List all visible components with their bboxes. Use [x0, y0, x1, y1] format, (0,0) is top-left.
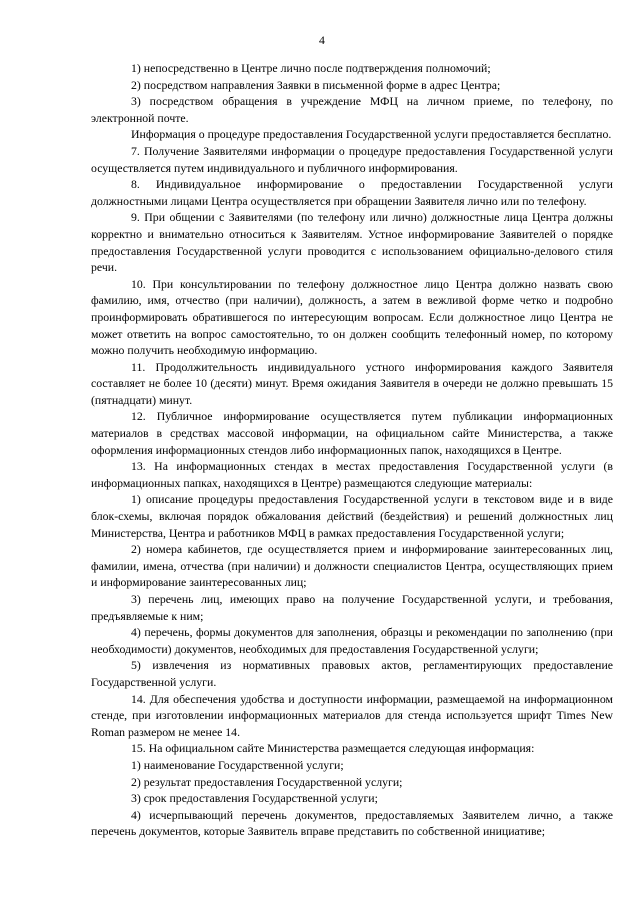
paragraph: 9. При общении с Заявителями (по телефону или лично) должностные лица Центра должны корректно и внимательно относиться к Заявителям. Устное информирование Заявителей о порядке предоставления Государственной услуги проводится с использованием официально-делового стиля речи. — [91, 210, 613, 275]
paragraph: 5) извлечения из нормативных правовых актов, регламентирующих предоставление Государственной услуги. — [91, 658, 613, 689]
paragraph: 1) описание процедуры предоставления Государственной услуги в текстовом виде и в виде блок-схемы, включая порядок обжалования действий (бездействия) и решений должностных лиц Министерства, Центра и работников МФЦ в рамках предоставления Государственной услуги; — [91, 492, 613, 540]
paragraph: 8. Индивидуальное информирование о предоставлении Государственной услуги должностными лицами Центра осуществляется при обращении Заявителя лично или по телефону. — [91, 177, 613, 208]
paragraph: 2) номера кабинетов, где осуществляется прием и информирование заинтересованных лиц, фамилии, имена, отчества (при наличии) и должности специалистов Центра, осуществляющих прием и информирование заинтересованных лиц; — [91, 542, 613, 590]
paragraph: 11. Продолжительность индивидуального устного информирования каждого Заявителя составляет не более 10 (десяти) минут. Время ожидания Заявителя в очереди не должно превышать 15 (пятнадцати) минут. — [91, 359, 613, 407]
paragraph: 2) посредством направления Заявки в письменной форме в адрес Центра; — [131, 77, 501, 92]
paragraph: 7. Получение Заявителями информации о процедуре предоставления Государственной услуги осуществляется путем индивидуального и публичного информирования. — [91, 143, 613, 175]
paragraph: 12. Публичное информирование осуществляется путем публикации информационных материалов в средствах массовой информации, на официальном сайте Министерства, а также оформления информационных стендов либо информационных папок, находящихся в Центре. — [91, 409, 613, 457]
paragraph: 3) перечень лиц, имеющих право на получение Государственной услуги, и требования, предъявляемые к ним; — [91, 592, 613, 623]
paragraph: Информация о процедуре предоставления Государственной услуги предоставляется бесплатно. — [131, 127, 612, 142]
page-number: 4 — [319, 33, 325, 47]
paragraph: 1) непосредственно в Центре лично после подтверждения полномочий; — [131, 61, 491, 75]
paragraph: 10. При консультировании по телефону должностное лицо Центра должно назвать свою фамилию, имя, отчество (при наличии), должность, а затем в вежливой форме четко и подробно проинформировать обратившегося по интересующим вопросам. Если должностное лицо Центра не может ответить на вопрос самостоятельно, то он должен сообщить телефонный номер, по которому можно получить необходимую информацию. — [91, 276, 613, 358]
paragraph: 14. Для обеспечения удобства и доступности информации, размещаемой на информационном стенде, при изготовлении информационных материалов для стенда используется шрифт Times New Roman размером не менее 14. — [91, 691, 613, 739]
paragraph: 1) наименование Государственной услуги; — [131, 757, 344, 772]
paragraph: 15. На официальном сайте Министерства размещается следующая информация: — [131, 741, 535, 756]
paragraph: 4) перечень, формы документов для заполнения, образцы и рекомендации по заполнению (при необходимости) документов, необходимых для предоставления Государственной услуги; — [91, 625, 613, 656]
paragraph: 4) исчерпывающий перечень документов, предоставляемых Заявителем лично, а также перечень документов, которые Заявитель вправе представить по собственной инициативе; — [91, 807, 613, 839]
paragraph: 2) результат предоставления Государственной услуги; — [131, 774, 403, 789]
paragraph: 3) посредством обращения в учреждение МФЦ на личном приеме, по телефону, по электронной почте. — [91, 94, 613, 125]
paragraph: 13. На информационных стендах в местах предоставления Государственной услуги (в информационных папках, находящихся в Центре) размещаются следующие материалы: — [91, 459, 613, 490]
document-body — [91, 60, 613, 840]
paragraph: 3) срок предоставления Государственной услуги; — [131, 791, 378, 806]
